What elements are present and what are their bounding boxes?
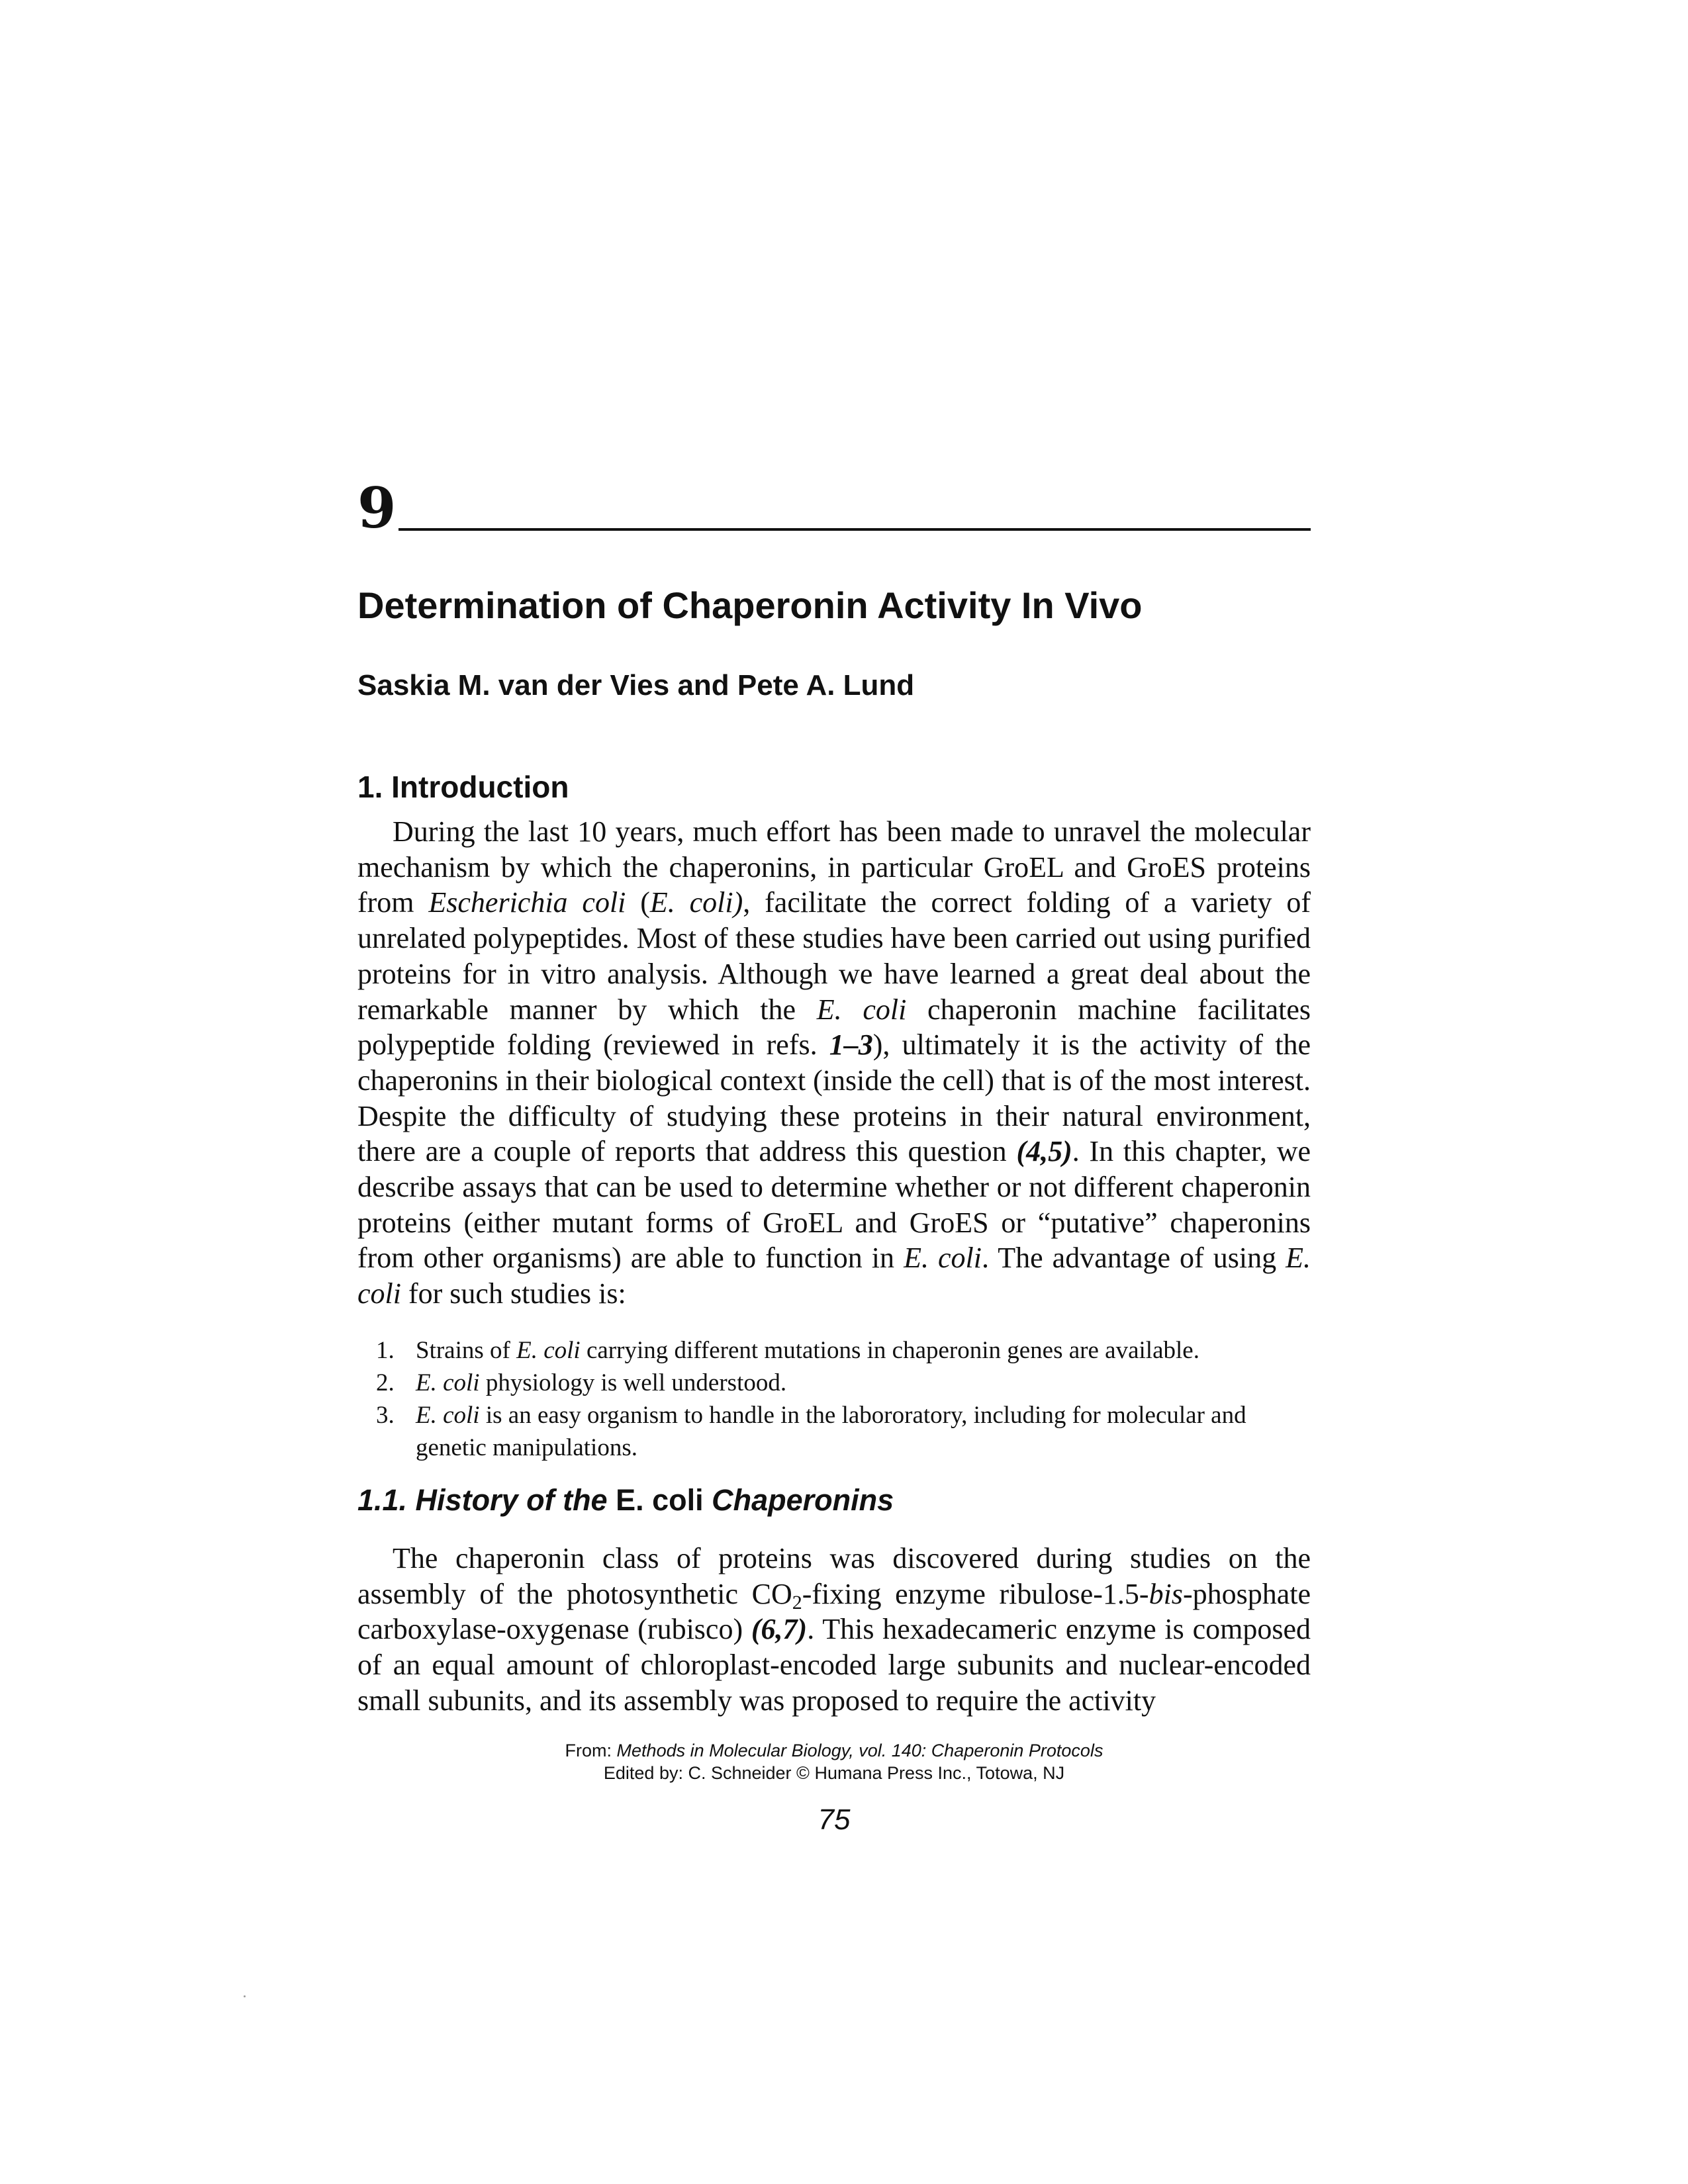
- italic-species: E. coli): [649, 886, 743, 919]
- heading-run: 1.1. History of the: [357, 1483, 616, 1517]
- section-heading-introduction: 1. Introduction: [357, 770, 569, 804]
- chapter-number: 9: [357, 475, 397, 541]
- text-run: . This hexadecameric enzyme is composed of an equal amount of chloroplast-encoded large subunits and nuclear-encoded small subunits, and its assembly was proposed to require the activity: [357, 1613, 1311, 1717]
- text-run: ), ultimately it is the activity of the chaperonins in their biological context (inside the cell) that is of the most interest. Despite the difficulty of studying these proteins in their natural environment, there are a couple of reports that address this question: [357, 1028, 1311, 1168]
- page-number: 75: [818, 1803, 851, 1836]
- text-run: Strains of: [416, 1337, 517, 1364]
- list-item: [357, 1334, 1311, 1367]
- text-run: -phosphate carboxylase-oxygenase (rubisco): [357, 1577, 1311, 1646]
- from-label: From:: [565, 1741, 617, 1760]
- history-paragraph: [357, 1541, 1311, 1719]
- chapter-title: Determination of Chaperonin Activity In Vivo: [357, 584, 1143, 626]
- text-run: During the last 10 years, much effort has been made to unravel the molecular mechanism by which the chaperonins, in particular GroEL and GroES proteins from: [357, 815, 1311, 919]
- edited-line: Edited by: C. Schneider © Humana Press Inc., Totowa, NJ: [603, 1763, 1065, 1783]
- advantages-list: [357, 1334, 1311, 1464]
- italic-species: E. coli: [416, 1402, 480, 1429]
- authors: Saskia M. van der Vies and Pete A. Lund: [357, 669, 915, 702]
- text-run: carrying different mutations in chaperonin genes are available.: [580, 1337, 1199, 1364]
- reference-citation: 1–3: [829, 1028, 873, 1062]
- text-run: . The advantage of using: [981, 1242, 1286, 1275]
- text-run: for such studies is:: [400, 1277, 626, 1310]
- text-run: The chaperonin class of proteins was discovered during studies on the assembly of the photosynthetic CO: [357, 1542, 1311, 1610]
- italic-species: E. coli: [416, 1369, 480, 1396]
- text-run: chaperonin machine facilitates polypeptide folding (reviewed in refs.: [357, 993, 1311, 1062]
- italic-species: E. coli: [816, 993, 907, 1026]
- heading-run: Chaperonins: [703, 1483, 894, 1517]
- italic-species: E. coli: [904, 1242, 982, 1275]
- chapter-header: [357, 475, 1311, 541]
- source-title: Methods in Molecular Biology, vol. 140: Chaperonin Protocols: [616, 1741, 1103, 1760]
- list-number: 2.: [376, 1369, 395, 1396]
- italic-species: Escherichia coli: [428, 886, 626, 919]
- reference-citation: (4,5): [1016, 1135, 1072, 1168]
- text-run: . In this chapter, we describe assays that can be used to determine whether or not different chaperonin proteins (either mutant forms of GroEL and GroES or “putative” chaperonins from other organisms) are able to function in: [357, 1135, 1311, 1275]
- source-footer: [357, 1739, 1311, 1784]
- subscript: 2: [792, 1591, 802, 1614]
- list-number: 1.: [376, 1337, 395, 1364]
- heading-run-upright: E. coli: [616, 1483, 704, 1517]
- list-number: 3.: [376, 1402, 395, 1429]
- introduction-paragraph: [357, 814, 1311, 1312]
- chapter-rule: [399, 528, 1311, 531]
- text-run: physiology is well understood.: [479, 1369, 787, 1396]
- text-run: , facilitate the correct folding of a variety of unrelated polypeptides. Most of these studies have been carried out using purified proteins for in vitro analysis. Although we have learned a great deal about the remarkable manner by which the: [357, 886, 1311, 1026]
- italic-term: bis: [1149, 1577, 1183, 1610]
- list-item: [357, 1399, 1311, 1464]
- italic-species: E. coli: [516, 1337, 581, 1364]
- section-heading-history: [357, 1481, 894, 1520]
- text-run: -fixing enzyme ribulose-1.5-: [802, 1577, 1149, 1610]
- scan-artifact: [244, 1995, 246, 1997]
- reference-citation: (6,7): [751, 1613, 808, 1646]
- text-run: (: [626, 886, 650, 919]
- list-item: [357, 1367, 1311, 1399]
- source-line: [357, 1739, 1311, 1762]
- text-run: is an easy organism to handle in the labororatory, including for molecular and genetic manipulations.: [416, 1402, 1246, 1461]
- italic-species: E. coli: [357, 1242, 1311, 1310]
